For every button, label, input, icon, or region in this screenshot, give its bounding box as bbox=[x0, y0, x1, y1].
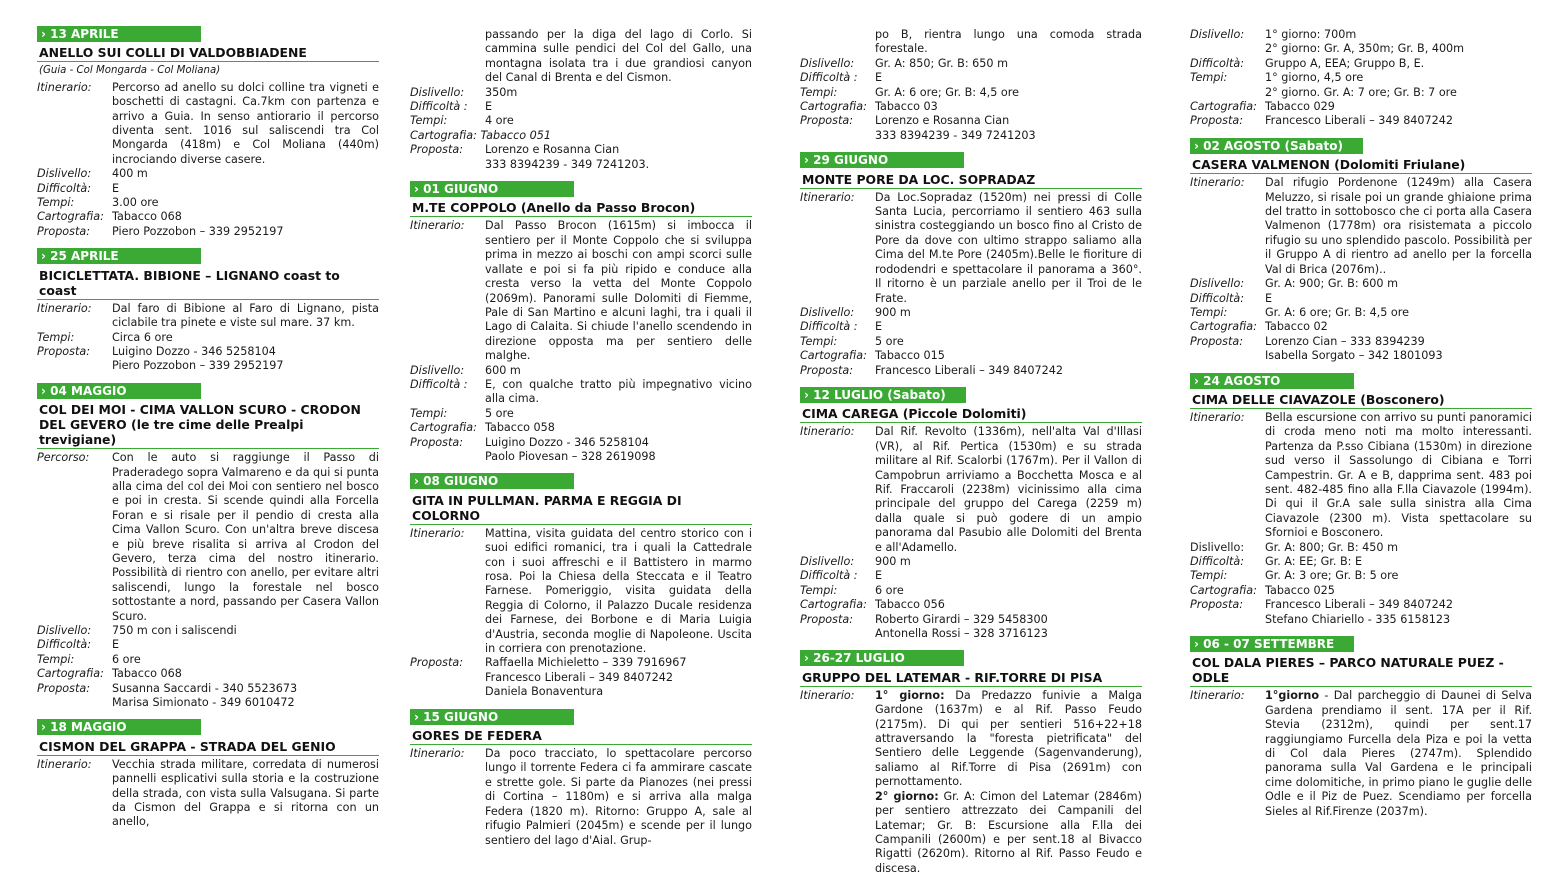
label: Cartografia: bbox=[800, 349, 867, 363]
value: E bbox=[875, 71, 883, 85]
label: Itinerario: bbox=[800, 688, 855, 702]
day-label: 1° giorno: bbox=[875, 688, 945, 702]
label: Itinerario: bbox=[1190, 410, 1245, 424]
row-proposta bbox=[37, 682, 379, 711]
row-itinerario bbox=[1190, 411, 1532, 541]
row-proposta bbox=[410, 656, 752, 699]
row-dislivello bbox=[800, 57, 1142, 71]
value: 1° giorno, 4,5 ore bbox=[1265, 71, 1364, 85]
label: Cartografia: bbox=[410, 421, 477, 435]
value: Percorso ad anello su dolci colline tra vigneti e boschetti di castagni. Ca.7km con partenza e arrivo a Guia. In senso antiorario il percorso diventa sent. 1016 sul saliscendi tra Col Mongarda (418m) e Col Moliana (440m) incrociando diverse casere. bbox=[112, 80, 379, 166]
row-cartografia bbox=[37, 667, 379, 681]
event-date: › 08 GIUGNO bbox=[410, 473, 574, 489]
value: Dal Passo Brocon (1615m) si imbocca il sentiero per il Monte Coppolo che si sviluppa prima in mezzo ai boschi con ampi scorci sulle vallate e poi si fa più ripido e conduce alla cresta verso la vetta del Monte Coppolo (2069m). Panorami sulle Dolomiti di Fiemme, Pale di San Martino e alcuni laghi, tra i quali il Lago di Calaita. Si chiude l'anello scendendo in direzione opposta ma per sentiero delle malghe. bbox=[485, 219, 752, 363]
event-26-27-luglio-cont bbox=[1190, 28, 1532, 129]
event-15-giugno-cont bbox=[800, 28, 1142, 143]
value: 2° giorno: Gr. A, 350m; Gr. B, 400m bbox=[1265, 42, 1465, 56]
event-title: CIMA CAREGA (Piccole Dolomiti) bbox=[800, 403, 1142, 423]
label: Proposta: bbox=[1190, 598, 1243, 612]
label: Dislivello: bbox=[410, 363, 465, 377]
label: Itinerario: bbox=[410, 219, 465, 233]
row-tempi bbox=[1190, 71, 1532, 100]
label: Cartografia: bbox=[37, 667, 104, 681]
event-date: › 04 MAGGIO bbox=[37, 383, 201, 399]
value: 350m bbox=[485, 85, 518, 99]
event-title: GORES DE FEDERA bbox=[410, 725, 752, 745]
label: Proposta: bbox=[1190, 334, 1243, 348]
label: Cartografia: bbox=[1190, 583, 1257, 597]
event-date: › 15 GIUGNO bbox=[410, 709, 574, 725]
event-08-giugno bbox=[410, 473, 752, 699]
label: Dislivello: bbox=[410, 85, 465, 99]
value: 6 ore bbox=[875, 583, 904, 597]
label: Difficoltà : bbox=[800, 569, 858, 583]
row-dislivello bbox=[410, 86, 752, 100]
label: Tempi: bbox=[37, 330, 75, 344]
value: 750 m con i saliscendi bbox=[112, 624, 237, 637]
row-itinerario bbox=[800, 689, 1142, 876]
event-date: › 26-27 LUGLIO bbox=[800, 650, 964, 666]
label: Proposta: bbox=[410, 656, 463, 670]
row-difficolta bbox=[1190, 57, 1532, 71]
value: Circa 6 ore bbox=[112, 330, 173, 344]
row-proposta bbox=[800, 364, 1142, 378]
value: Luigino Dozzo - 346 5258104 bbox=[112, 344, 276, 358]
event-title: GITA IN PULLMAN. PARMA E REGGIA DI COLORNO bbox=[410, 490, 752, 525]
event-date: › 25 APRILE bbox=[37, 248, 201, 264]
row-itinerario bbox=[37, 302, 379, 331]
value: Gr. A: 6 ore; Gr. B: 4,5 ore bbox=[1265, 305, 1409, 319]
value: Tabacco 068 bbox=[112, 667, 182, 681]
label: Percorso: bbox=[37, 451, 90, 465]
value: Tabacco 068 bbox=[112, 210, 182, 224]
value: Bella escursione con arrivo su punti panoramici di croda meno noti ma molto interessanti. Partenza da P.sso Cibiana (1530m) in direzione sud verso il Sassolungo di Cibiana e Torri Campestrin. Gr. A e B, dapprima sent. 483 poi sent. 482-485 fino alla F.lla Ciavazole (1994m). Di qui il Gr.A sale sulla sinistra alla Cima Ciavazole (2300 m). Vista spettacolare su Sfornioi e Bosconero. bbox=[1265, 410, 1532, 540]
row-proposta bbox=[1190, 114, 1532, 128]
row-proposta bbox=[800, 613, 1142, 642]
label: Dislivello: bbox=[1190, 277, 1245, 291]
label: Difficoltà: bbox=[1190, 555, 1245, 568]
label: Cartografia: bbox=[37, 210, 104, 224]
label: Proposta: bbox=[800, 114, 853, 128]
row-difficolta bbox=[37, 638, 379, 652]
value: Da poco tracciato, lo spettacolare percorso lungo il torrente Federa ci fa ammirare cascate e strette gole. Si parte da Pianozes (nei pressi di Cortina – 1180m) e si arriva alla malga Federa (1820 m). Ritorno: Gruppo A, sale al rifugio Palmieri (2045m) e scende per il lungo sentiero del lago d'Aial. Grup- bbox=[485, 747, 752, 847]
event-date: › 29 GIUGNO bbox=[800, 152, 964, 168]
day-label: 2° giorno: bbox=[875, 789, 939, 803]
label: Proposta: bbox=[800, 363, 853, 377]
label: Dislivello: bbox=[37, 167, 92, 181]
label: Cartografia: bbox=[800, 598, 867, 612]
row-cartografia bbox=[410, 421, 752, 435]
label: Difficoltà: bbox=[1190, 291, 1245, 305]
column-3 bbox=[800, 28, 1142, 885]
value: Francesco Liberali – 349 8407242 bbox=[1265, 114, 1454, 128]
label: Cartografia: bbox=[1190, 320, 1257, 334]
event-12-luglio bbox=[800, 387, 1142, 642]
value: Antonella Rossi – 328 3716123 bbox=[875, 627, 1048, 641]
label: Difficoltà : bbox=[800, 71, 858, 85]
event-15-giugno bbox=[410, 709, 752, 848]
event-title: CISMON DEL GRAPPA - STRADA DEL GENIO bbox=[37, 736, 379, 756]
value: Gr. A: 3 ore; Gr. B: 5 ore bbox=[1265, 569, 1399, 583]
event-date: › 12 LUGLIO (Sabato) bbox=[800, 387, 966, 403]
value: Da Loc.Sopradaz (1520m) nei pressi di Colle Santa Lucia, percorriamo il sentiero 463 sulla sinistra costeggiando un bosco fino al Cristo de Pore da dove con ultimo strappo saliamo alla Cima del M.te Pore (2405m).Belle le fioriture di rododendri e spettacolare il panorama a 360°. Il ritorno è un parziale anello per il Troi de le Frate. bbox=[875, 190, 1142, 305]
row-itinerario bbox=[800, 191, 1142, 306]
label: Proposta: bbox=[37, 224, 90, 238]
event-18-maggio bbox=[37, 719, 379, 829]
row-dislivello bbox=[1190, 28, 1532, 57]
label: Proposta: bbox=[410, 143, 463, 157]
value: E bbox=[875, 569, 883, 583]
value: po B, rientra lungo una comoda strada forestale. bbox=[875, 28, 1142, 56]
value: Stefano Chiariello - 335 6158123 bbox=[1265, 612, 1451, 626]
event-26-27-luglio bbox=[800, 650, 1142, 876]
label: Itinerario: bbox=[800, 425, 855, 439]
event-subtitle: (Guia - Col Mongarda - Col Moliana) bbox=[39, 65, 221, 77]
row-cartografia bbox=[800, 100, 1142, 114]
label: Itinerario: bbox=[37, 301, 92, 315]
label: Itinerario: bbox=[37, 757, 92, 771]
value: Da Predazzo funivie a Malga Gardone (1637m) e al Rif. Passo Feudo (2175m). Di qui per sentieri 516+22+18 attraversando la "foresta pietrificata" del Sentiero delle Leggende (Sagenvanderung), saliamo al Rif.Torre di Pisa (2691m) con pernottamento. bbox=[875, 688, 1142, 789]
row-difficolta bbox=[800, 71, 1142, 85]
row-tempi bbox=[800, 86, 1142, 100]
event-title: CIMA DELLE CIAVAZOLE (Bosconero) bbox=[1190, 389, 1532, 409]
value: Gruppo A, EEA; Gruppo B, E. bbox=[1265, 56, 1425, 70]
value: Tabacco 03 bbox=[875, 100, 938, 114]
row-proposta bbox=[1190, 598, 1532, 627]
value: Paolo Piovesan – 328 2619098 bbox=[485, 449, 656, 463]
column-2 bbox=[410, 28, 752, 857]
value: E bbox=[112, 181, 120, 195]
row-difficolta bbox=[410, 378, 752, 407]
row-itinerario bbox=[1190, 689, 1532, 819]
label: Tempi: bbox=[800, 334, 838, 348]
value: Luigino Dozzo - 346 5258104 bbox=[485, 435, 649, 449]
value: Roberto Girardi – 329 5458300 bbox=[875, 612, 1048, 626]
value: Dal Rif. Revolto (1336m), nell'alta Val d'Illasi (VR), al Rif. Pertica (1530m) e su strada militare al Rif. Scalorbi (1767m). Per il Vallon di Campobrun arriviamo a Bocchetta Mosca e al Rif. Fraccaroli (2238m) vicinissimo alla cima principale del gruppo del Carega (2259 m) dalla quale si può godere di un ampio panorama dal Pasubio alle Dolomiti del Brenta e all'Adamello. bbox=[875, 425, 1142, 554]
row-itinerario bbox=[37, 81, 379, 167]
label: Proposta: bbox=[37, 681, 90, 695]
value: Daniela Bonaventura bbox=[485, 685, 604, 699]
value: Gr. A: EE; Gr. B: E bbox=[1265, 555, 1363, 568]
row-tempi bbox=[410, 114, 752, 128]
value: Lorenzo e Rosanna Cian bbox=[485, 143, 620, 157]
row-tempi bbox=[37, 331, 379, 345]
label: Dislivello: bbox=[800, 555, 855, 568]
value: 900 m bbox=[875, 555, 911, 568]
value: Mattina, visita guidata del centro storico con i suoi edifici romanici, tra i quali la Cattedrale con i suoi affreschi e il Battistero in marmo rosa. Poi la Chiesa della Steccata e il Teatro Farnese. Pomeriggio, visita guidata della Reggia di Colorno, il Palazzo Ducale residenza dei Farnese, dei Borbone e di Maria Luigia d'Austria, seconda moglie di Napoleone. Uscita in corriera con prenotazione. bbox=[485, 526, 752, 656]
event-04-maggio bbox=[37, 383, 379, 711]
row-proposta bbox=[37, 225, 379, 239]
label: Dislivello: bbox=[1190, 540, 1245, 554]
row-cartografia bbox=[1190, 100, 1532, 114]
value: E bbox=[485, 100, 493, 114]
value: 3.00 ore bbox=[112, 196, 159, 210]
value: 333 8394239 - 349 7241203 bbox=[875, 128, 1036, 142]
label: Tempi: bbox=[37, 196, 75, 210]
label: Difficoltà : bbox=[410, 377, 468, 391]
event-date: › 18 MAGGIO bbox=[37, 719, 201, 735]
value: Gr. A: Cimon del Latemar (2846m) per sentiero attrezzato dei Campanili del Latemar; Gr. B: Escursione alla F.lla dei Campanili (2600m) e per sent.18 al Bivacco Rigatti (2620m). Ritorno al Rif. Passo Feudo e discesa. bbox=[875, 789, 1142, 875]
event-title: ANELLO SUI COLLI DI VALDOBBIADENE bbox=[37, 42, 379, 62]
value: Francesco Liberali – 349 8407242 bbox=[485, 670, 674, 684]
value: Isabella Sorgato – 342 1801093 bbox=[1265, 349, 1443, 363]
label: Itinerario: bbox=[1190, 689, 1245, 703]
event-date: › 01 GIUGNO bbox=[410, 181, 574, 197]
event-date: › 06 - 07 SETTEMBRE bbox=[1190, 636, 1354, 652]
label: Proposta: bbox=[800, 612, 853, 626]
value: Tabacco 015 bbox=[875, 349, 945, 363]
value: Tabacco 029 bbox=[1265, 100, 1335, 114]
event-25-aprile bbox=[37, 248, 379, 373]
label: Proposta: bbox=[1190, 114, 1243, 128]
value: Dal faro di Bibione al Faro di Lignano, pista ciclabile tra pinete e viste sul mare. 37 km. bbox=[112, 301, 379, 330]
value: Vecchia strada militare, corredata di numerosi pannelli esplicativi sulla storia e la costruzione della strada, con vista sulla Valsugana. Si parte da Cismon del Grappa e si ritorna con un anello, bbox=[112, 757, 379, 829]
row-itinerario bbox=[410, 527, 752, 657]
value: E bbox=[112, 638, 120, 652]
row-tempi bbox=[37, 196, 379, 210]
event-title: COL DALA PIERES – PARCO NATURALE PUEZ - ODLE bbox=[1190, 652, 1532, 687]
event-title: BICICLETTATA. BIBIONE – LIGNANO coast to coast bbox=[37, 265, 379, 300]
label: Cartografia: Tabacco 051 bbox=[410, 128, 551, 142]
label: Dislivello: bbox=[800, 305, 855, 319]
value: 400 m bbox=[112, 167, 148, 181]
value: Tabacco 056 bbox=[875, 598, 945, 612]
event-24-agosto bbox=[1190, 373, 1532, 628]
row-difficolta bbox=[410, 100, 752, 114]
day-label: 1°giorno bbox=[1265, 689, 1320, 703]
value: 1° giorno: 700m bbox=[1265, 28, 1357, 41]
row-dislivello bbox=[410, 364, 752, 378]
value: E, con qualche tratto più impegnativo vicino alla cima. bbox=[485, 377, 752, 406]
value: 333 8394239 - 349 7241203. bbox=[485, 157, 650, 171]
row-difficolta bbox=[800, 320, 1142, 334]
row-proposta bbox=[410, 143, 752, 172]
label: Cartografia: bbox=[800, 100, 867, 114]
row-cartografia bbox=[37, 210, 379, 224]
label: Cartografia: bbox=[1190, 100, 1257, 114]
label: Difficoltà : bbox=[800, 320, 858, 334]
row-dislivello bbox=[37, 624, 379, 638]
row-difficolta bbox=[37, 182, 379, 196]
label: Dislivello: bbox=[800, 56, 855, 70]
value: Marisa Simionato - 349 6010472 bbox=[112, 696, 295, 710]
value: Francesco Liberali – 349 8407242 bbox=[875, 363, 1064, 377]
event-title: M.TE COPPOLO (Anello da Passo Brocon) bbox=[410, 197, 752, 217]
value: 4 ore bbox=[485, 114, 514, 128]
row-itinerario bbox=[37, 758, 379, 830]
label: Tempi: bbox=[1190, 569, 1228, 583]
event-02-agosto bbox=[1190, 138, 1532, 364]
row-proposta bbox=[1190, 335, 1532, 364]
event-title: CASERA VALMENON (Dolomiti Friulane) bbox=[1190, 154, 1532, 174]
label: Itinerario: bbox=[1190, 176, 1245, 190]
value: E bbox=[1265, 291, 1273, 305]
event-date: › 13 APRILE bbox=[37, 26, 201, 42]
row-proposta bbox=[410, 436, 752, 465]
value: Lorenzo Cian – 333 8394239 bbox=[1265, 334, 1425, 348]
row-tempi bbox=[1190, 306, 1532, 320]
event-title: GRUPPO DEL LATEMAR - RIF.TORRE DI PISA bbox=[800, 667, 1142, 687]
label: Itinerario: bbox=[800, 190, 855, 204]
value: Tabacco 025 bbox=[1265, 583, 1335, 597]
value: - Dal parcheggio di Daunei di Selva Gardena prendiamo il sent. 17A per il Rif. Stevia (2312m), quindi per sent.17 raggiungiamo Furcella dela Piza e poi la vetta di Col dala Pieres (2747m). Splendido panorama sulla Val Gardena e le principali cime dolomitiche, in primo piano le guglie delle Odle e il Piz de Puez. Scendiamo per forcella Sieles al Rif.Firenze (2037m). bbox=[1265, 689, 1532, 818]
event-29-giugno bbox=[800, 152, 1142, 378]
row-itinerario bbox=[800, 425, 1142, 555]
label: Tempi: bbox=[800, 85, 838, 99]
label: Difficoltà: bbox=[1190, 56, 1245, 70]
value: Raffaella Michieletto – 339 7916967 bbox=[485, 656, 687, 670]
value: Dal rifugio Pordenone (1249m) alla Casera Meluzzo, si risale poi un grande ghiaione prima del tratto in sottobosco che ci porta alla Casera Valmenon (1778m) ora risistemata a piccolo rifugio su uno splendido pascolo. Possibilità per il Gruppo A di rientro ad anello per la forcella Val di Brica (2076m).. bbox=[1265, 176, 1532, 276]
row-difficolta bbox=[800, 569, 1142, 583]
row-dislivello bbox=[37, 167, 379, 181]
value: Tabacco 058 bbox=[485, 421, 555, 435]
value: Piero Pozzobon – 339 2952197 bbox=[112, 224, 284, 238]
event-01-giugno bbox=[410, 181, 752, 464]
label: Dislivello: bbox=[37, 624, 92, 637]
label: Tempi: bbox=[37, 652, 75, 666]
row-dislivello bbox=[800, 306, 1142, 320]
event-13-aprile bbox=[37, 26, 379, 239]
event-date: › 02 AGOSTO (Sabato) bbox=[1190, 138, 1363, 154]
row-dislivello bbox=[1190, 277, 1532, 291]
value: Gr. A: 6 ore; Gr. B: 4,5 ore bbox=[875, 85, 1019, 99]
label: Tempi: bbox=[1190, 71, 1228, 85]
value: 2° giorno. Gr. A: 7 ore; Gr. B: 7 ore bbox=[1265, 85, 1457, 99]
label: Proposta: bbox=[37, 344, 90, 358]
value: Con le auto si raggiunge il Passo di Praderadego sopra Valmareno e da qui si punta alla cima del col dei Moi con sentiero nel bosco e poi in cresta. Si scende quindi alla Forcella Foran e si risale per il pendio di cresta alla Cima Vallon Scuro. Con un'altra breve discesa e più breve risalita si arriva al Crodon del Gevero, terza cima del nostro itinerario. Possibilità di rientro con anello, per evitare altri saliscendi, lungo la forestale nel bosco sottostante a nord, passando per Casera Vallon Scuro. bbox=[112, 451, 379, 623]
row-itinerario bbox=[1190, 176, 1532, 277]
row-proposta bbox=[37, 345, 379, 374]
label: Itinerario: bbox=[37, 80, 92, 94]
label: Dislivello: bbox=[1190, 28, 1245, 41]
value: 900 m bbox=[875, 305, 911, 319]
value: Gr. A: 850; Gr. B: 650 m bbox=[875, 56, 1008, 70]
value: Susanna Saccardi - 340 5523673 bbox=[112, 681, 298, 695]
label: Itinerario: bbox=[410, 747, 465, 761]
row-tempi bbox=[800, 584, 1142, 598]
label: Difficoltà: bbox=[37, 638, 92, 652]
row-cartografia bbox=[1190, 320, 1532, 334]
value: E bbox=[875, 320, 883, 334]
row-percorso bbox=[37, 451, 379, 624]
row-itinerario bbox=[410, 219, 752, 363]
label: Itinerario: bbox=[410, 526, 465, 540]
row-cartografia bbox=[800, 349, 1142, 363]
event-title: COL DEI MOI - CIMA VALLON SCURO - CRODON DEL GEVERO (le tre cime delle Prealpi trevigiane) bbox=[37, 399, 379, 449]
label: Tempi: bbox=[410, 114, 448, 128]
column-1 bbox=[37, 26, 379, 839]
value: 5 ore bbox=[875, 334, 904, 348]
row-cartografia bbox=[1190, 584, 1532, 598]
row-proposta bbox=[800, 114, 1142, 143]
event-06-07-settembre bbox=[1190, 636, 1532, 819]
label: Tempi: bbox=[800, 583, 838, 597]
value: Lorenzo e Rosanna Cian bbox=[875, 114, 1010, 128]
row-dislivello bbox=[1190, 541, 1532, 555]
row-tempi bbox=[1190, 569, 1532, 583]
value: Tabacco 02 bbox=[1265, 320, 1328, 334]
label: Proposta: bbox=[410, 435, 463, 449]
row-tempi bbox=[800, 335, 1142, 349]
row-cartografia bbox=[410, 129, 752, 143]
value: Gr. A: 900; Gr. B: 600 m bbox=[1265, 277, 1398, 291]
label: Difficoltà : bbox=[410, 100, 468, 114]
value: passando per la diga del lago di Corlo. Si cammina sulle pendici del Col del Gallo, una montagna isolata tra i due grandiosi canyon del Canal di Brenta e del Cismon. bbox=[485, 28, 752, 85]
row-difficolta bbox=[1190, 292, 1532, 306]
event-date: › 24 AGOSTO bbox=[1190, 373, 1354, 389]
value: 6 ore bbox=[112, 652, 141, 666]
value: Piero Pozzobon – 339 2952197 bbox=[112, 359, 284, 373]
value: 600 m bbox=[485, 363, 521, 377]
row-cartografia bbox=[800, 598, 1142, 612]
row-tempi bbox=[410, 407, 752, 421]
event-18-maggio-cont bbox=[410, 28, 752, 172]
label: Tempi: bbox=[1190, 305, 1228, 319]
event-title: MONTE PORE DA LOC. SOPRADAZ bbox=[800, 169, 1142, 189]
column-4 bbox=[1190, 28, 1532, 828]
label: Difficoltà: bbox=[37, 181, 92, 195]
row-itinerario bbox=[410, 747, 752, 848]
value: Francesco Liberali – 349 8407242 bbox=[1265, 598, 1454, 612]
row-dislivello bbox=[800, 555, 1142, 569]
value: 5 ore bbox=[485, 406, 514, 420]
value: Gr. A: 800; Gr. B: 450 m bbox=[1265, 540, 1398, 554]
label: Tempi: bbox=[410, 406, 448, 420]
row-tempi bbox=[37, 653, 379, 667]
row-difficolta bbox=[1190, 555, 1532, 569]
